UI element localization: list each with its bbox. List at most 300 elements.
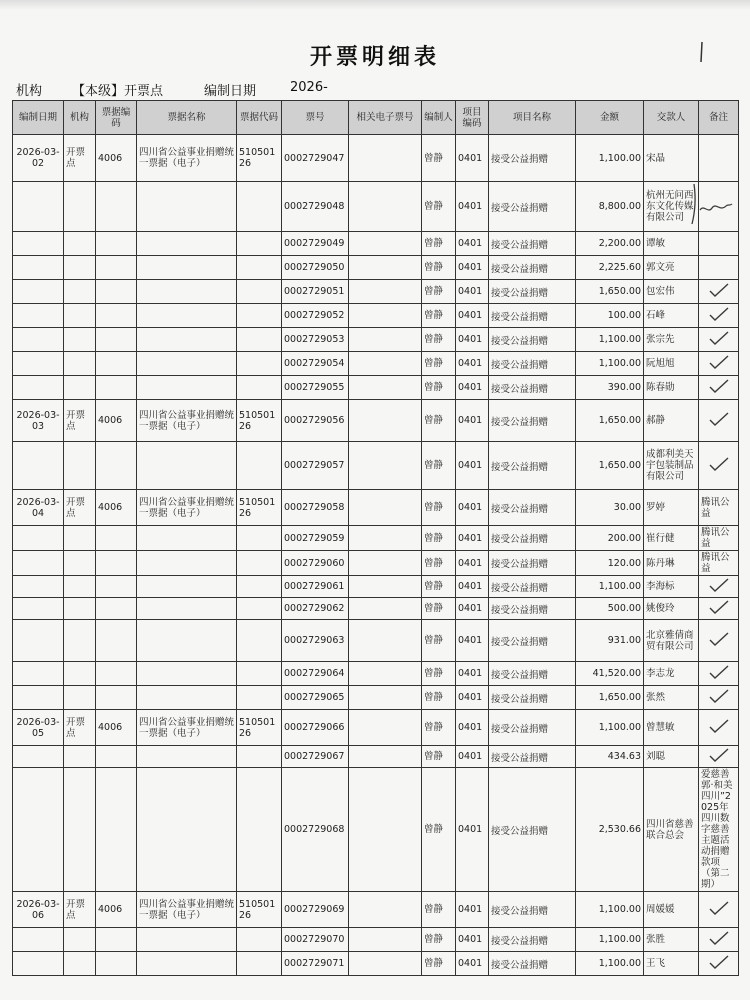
org-cell (64, 551, 96, 576)
table-row (13, 710, 739, 746)
no-cell: 0002729063 (282, 620, 349, 662)
payer-cell: 刘聪 (644, 746, 699, 768)
project-code-cell: 0401 (456, 551, 489, 576)
date-cell (13, 376, 64, 400)
related-no-cell (349, 232, 422, 256)
table-row (13, 768, 739, 892)
amount-cell: 500.00 (576, 598, 644, 620)
daima-cell (237, 256, 282, 280)
maker-cell: 曾静 (422, 768, 456, 892)
code-cell (96, 256, 137, 280)
project-name-cell: 接受公益捐赠 (489, 328, 576, 352)
code-cell (96, 686, 137, 710)
project-name-cell: 接受公益捐赠 (489, 400, 576, 442)
maker-cell: 曾静 (422, 892, 456, 928)
date-cell (13, 280, 64, 304)
amount-cell: 1,100.00 (576, 928, 644, 952)
project-code-cell: 0401 (456, 892, 489, 928)
name-cell (137, 328, 237, 352)
related-no-cell (349, 686, 422, 710)
code-cell (96, 232, 137, 256)
check-mark-icon (708, 954, 730, 970)
header-cell: 项目名称 (489, 101, 576, 135)
date-cell (13, 620, 64, 662)
no-cell: 0002729066 (282, 710, 349, 746)
maker-cell: 曾静 (422, 620, 456, 662)
amount-cell: 1,100.00 (576, 352, 644, 376)
name-cell (137, 182, 237, 232)
date-cell: 2026-03-03 (13, 400, 64, 442)
payer-cell: 郭文亮 (644, 256, 699, 280)
check-mark-icon (708, 664, 730, 680)
project-code-cell: 0401 (456, 352, 489, 376)
org-cell (64, 442, 96, 490)
payer-cell: 北京雅倩商贸有限公司 (644, 620, 699, 662)
related-no-cell (349, 710, 422, 746)
org-cell (64, 256, 96, 280)
name-cell (137, 952, 237, 976)
org-cell (64, 686, 96, 710)
table-row (13, 280, 739, 304)
related-no-cell (349, 442, 422, 490)
check-mark-icon (708, 577, 730, 593)
payer-cell: 李志龙 (644, 662, 699, 686)
amount-cell: 200.00 (576, 526, 644, 551)
org-label: 机构 (16, 84, 43, 99)
no-cell: 0002729047 (282, 135, 349, 182)
table-row (13, 686, 739, 710)
code-cell (96, 746, 137, 768)
related-no-cell (349, 662, 422, 686)
table-row (13, 182, 739, 232)
maker-cell: 曾静 (422, 135, 456, 182)
code-cell: 4006 (96, 400, 137, 442)
note-cell (699, 232, 739, 256)
org-cell (64, 232, 96, 256)
note-cell: 腾讯公益 (699, 551, 739, 576)
table-row (13, 952, 739, 976)
project-name-cell: 接受公益捐赠 (489, 892, 576, 928)
maker-cell: 曾静 (422, 256, 456, 280)
related-no-cell (349, 490, 422, 526)
name-cell: 四川省公益事业捐赠统一票据（电子） (137, 400, 237, 442)
date-cell (13, 304, 64, 328)
project-name-cell: 接受公益捐赠 (489, 710, 576, 746)
org-cell (64, 328, 96, 352)
maker-cell: 曾静 (422, 952, 456, 976)
note-cell: 腾讯公益 (699, 490, 739, 526)
date-cell (13, 442, 64, 490)
amount-cell: 931.00 (576, 620, 644, 662)
org-cell (64, 376, 96, 400)
project-name-cell: 接受公益捐赠 (489, 352, 576, 376)
name-cell (137, 686, 237, 710)
date-cell (13, 576, 64, 598)
daima-cell (237, 598, 282, 620)
no-cell: 0002729064 (282, 662, 349, 686)
date-label: 编制日期 (204, 84, 257, 99)
page-title: 开票明细表 (309, 45, 440, 70)
amount-cell: 2,200.00 (576, 232, 644, 256)
project-code-cell: 0401 (456, 304, 489, 328)
maker-cell: 曾静 (422, 400, 456, 442)
check-mark-icon (708, 306, 730, 322)
note-cell: 腾讯公益 (699, 526, 739, 551)
amount-cell: 100.00 (576, 304, 644, 328)
maker-cell: 曾静 (422, 232, 456, 256)
related-no-cell (349, 182, 422, 232)
table-row (13, 400, 739, 442)
name-cell (137, 928, 237, 952)
no-cell: 0002729054 (282, 352, 349, 376)
date-cell (13, 551, 64, 576)
org-cell: 开票点 (64, 892, 96, 928)
note-cell (699, 620, 739, 662)
handwritten-annotation-mark (686, 180, 736, 230)
daima-cell (237, 620, 282, 662)
note-cell (699, 400, 739, 442)
project-code-cell: 0401 (456, 442, 489, 490)
maker-cell: 曾静 (422, 928, 456, 952)
maker-cell: 曾静 (422, 328, 456, 352)
maker-cell: 曾静 (422, 576, 456, 598)
org-cell (64, 598, 96, 620)
name-cell (137, 280, 237, 304)
table-row (13, 135, 739, 182)
header-cell: 票号 (282, 101, 349, 135)
project-code-cell: 0401 (456, 328, 489, 352)
amount-cell: 1,100.00 (576, 892, 644, 928)
payer-cell: 张宗先 (644, 328, 699, 352)
table-row (13, 620, 739, 662)
project-code-cell: 0401 (456, 620, 489, 662)
project-name-cell: 接受公益捐赠 (489, 620, 576, 662)
note-cell (699, 892, 739, 928)
project-code-cell: 0401 (456, 135, 489, 182)
code-cell (96, 598, 137, 620)
amount-cell: 1,650.00 (576, 442, 644, 490)
code-cell (96, 182, 137, 232)
code-cell (96, 662, 137, 686)
amount-cell: 2,530.66 (576, 768, 644, 892)
daima-cell (237, 686, 282, 710)
related-no-cell (349, 928, 422, 952)
payer-cell: 阮旭旭 (644, 352, 699, 376)
related-no-cell (349, 952, 422, 976)
name-cell (137, 620, 237, 662)
project-name-cell: 接受公益捐赠 (489, 686, 576, 710)
amount-cell: 1,650.00 (576, 400, 644, 442)
maker-cell: 曾静 (422, 686, 456, 710)
header-cell: 票据编码 (96, 101, 137, 135)
note-cell (699, 328, 739, 352)
table-row (13, 551, 739, 576)
payer-cell: 成都利美天宇包装制品有限公司 (644, 442, 699, 490)
note-cell (699, 376, 739, 400)
maker-cell: 曾静 (422, 280, 456, 304)
project-code-cell: 0401 (456, 952, 489, 976)
name-cell (137, 551, 237, 576)
project-name-cell: 接受公益捐赠 (489, 135, 576, 182)
project-code-cell: 0401 (456, 526, 489, 551)
org-cell (64, 662, 96, 686)
date-cell (13, 952, 64, 976)
project-name-cell: 接受公益捐赠 (489, 576, 576, 598)
payer-cell: 陈丹琳 (644, 551, 699, 576)
date-cell (13, 232, 64, 256)
note-cell (699, 662, 739, 686)
table-row (13, 576, 739, 598)
related-no-cell (349, 400, 422, 442)
amount-cell: 1,650.00 (576, 686, 644, 710)
project-name-cell: 接受公益捐赠 (489, 376, 576, 400)
table-row (13, 376, 739, 400)
no-cell: 0002729057 (282, 442, 349, 490)
org-cell: 开票点 (64, 490, 96, 526)
daima-cell: 51050126 (237, 400, 282, 442)
note-cell (699, 952, 739, 976)
payer-cell: 杭州无问西东文化传媒有限公司 (644, 182, 699, 232)
no-cell: 0002729069 (282, 892, 349, 928)
code-cell (96, 328, 137, 352)
table-row (13, 526, 739, 551)
name-cell (137, 662, 237, 686)
org-cell (64, 746, 96, 768)
maker-cell: 曾静 (422, 376, 456, 400)
project-name-cell: 接受公益捐赠 (489, 746, 576, 768)
maker-cell: 曾静 (422, 182, 456, 232)
amount-cell: 1,650.00 (576, 280, 644, 304)
related-no-cell (349, 892, 422, 928)
amount-cell: 120.00 (576, 551, 644, 576)
name-cell (137, 256, 237, 280)
no-cell: 0002729048 (282, 182, 349, 232)
note-cell (699, 135, 739, 182)
code-cell (96, 551, 137, 576)
maker-cell: 曾静 (422, 598, 456, 620)
daima-cell: 51050126 (237, 135, 282, 182)
amount-cell: 41,520.00 (576, 662, 644, 686)
name-cell: 四川省公益事业捐赠统一票据（电子） (137, 892, 237, 928)
project-code-cell: 0401 (456, 376, 489, 400)
no-cell: 0002729053 (282, 328, 349, 352)
code-cell (96, 620, 137, 662)
name-cell (137, 526, 237, 551)
daima-cell (237, 232, 282, 256)
name-cell (137, 304, 237, 328)
daima-cell: 51050126 (237, 490, 282, 526)
check-mark-icon (708, 378, 730, 394)
related-no-cell (349, 576, 422, 598)
check-mark-icon (708, 747, 730, 763)
maker-cell: 曾静 (422, 526, 456, 551)
note-cell (699, 442, 739, 490)
maker-cell: 曾静 (422, 490, 456, 526)
date-cell (13, 768, 64, 892)
name-cell (137, 352, 237, 376)
name-cell (137, 576, 237, 598)
check-mark-icon (708, 599, 730, 615)
related-no-cell (349, 768, 422, 892)
related-no-cell (349, 598, 422, 620)
project-name-cell: 接受公益捐赠 (489, 768, 576, 892)
amount-cell: 8,800.00 (576, 182, 644, 232)
no-cell: 0002729050 (282, 256, 349, 280)
project-name-cell: 接受公益捐赠 (489, 526, 576, 551)
no-cell: 0002729071 (282, 952, 349, 976)
org-cell: 开票点 (64, 400, 96, 442)
note-cell: 爱慈善郭·和美四川”2025年四川数字慈善主题活动捐赠款项（第二期） (699, 768, 739, 892)
check-mark-icon (708, 718, 730, 734)
name-cell: 四川省公益事业捐赠统一票据（电子） (137, 710, 237, 746)
check-mark-icon (708, 900, 730, 916)
note-cell (699, 280, 739, 304)
payer-cell: 石峰 (644, 304, 699, 328)
date-cell: 2026-03-02 (13, 135, 64, 182)
note-cell (699, 352, 739, 376)
payer-cell: 周媛媛 (644, 892, 699, 928)
note-cell (699, 256, 739, 280)
amount-cell: 1,100.00 (576, 328, 644, 352)
name-cell (137, 232, 237, 256)
payer-cell: 四川省慈善联合总会 (644, 768, 699, 892)
no-cell: 0002729051 (282, 280, 349, 304)
no-cell: 0002729062 (282, 598, 349, 620)
daima-cell (237, 928, 282, 952)
maker-cell: 曾静 (422, 746, 456, 768)
no-cell: 0002729058 (282, 490, 349, 526)
table-row (13, 352, 739, 376)
daima-cell (237, 768, 282, 892)
date-cell (13, 598, 64, 620)
org-cell (64, 526, 96, 551)
no-cell: 0002729061 (282, 576, 349, 598)
header-cell: 交款人 (644, 101, 699, 135)
project-name-cell: 接受公益捐赠 (489, 304, 576, 328)
scan-edge (0, 0, 750, 10)
maker-cell: 曾静 (422, 710, 456, 746)
name-cell (137, 598, 237, 620)
payer-cell: 李海标 (644, 576, 699, 598)
header-cell: 金额 (576, 101, 644, 135)
org-cell (64, 352, 96, 376)
note-cell (699, 928, 739, 952)
payer-cell: 谭敏 (644, 232, 699, 256)
table-header-row (13, 101, 739, 135)
project-code-cell: 0401 (456, 256, 489, 280)
table-row (13, 232, 739, 256)
amount-cell: 390.00 (576, 376, 644, 400)
table-row (13, 928, 739, 952)
name-cell: 四川省公益事业捐赠统一票据（电子） (137, 490, 237, 526)
check-mark-icon (708, 631, 730, 647)
org-cell (64, 620, 96, 662)
amount-cell: 1,100.00 (576, 576, 644, 598)
project-name-cell: 接受公益捐赠 (489, 442, 576, 490)
daima-cell (237, 746, 282, 768)
project-name-cell: 接受公益捐赠 (489, 662, 576, 686)
payer-cell: 宋晶 (644, 135, 699, 182)
code-cell (96, 280, 137, 304)
header-cell: 编制人 (422, 101, 456, 135)
table-row (13, 892, 739, 928)
daima-cell (237, 352, 282, 376)
project-name-cell: 接受公益捐赠 (489, 928, 576, 952)
table-row (13, 598, 739, 620)
note-cell (699, 304, 739, 328)
header-cell: 机构 (64, 101, 96, 135)
related-no-cell (349, 328, 422, 352)
amount-cell: 1,100.00 (576, 710, 644, 746)
date-cell (13, 256, 64, 280)
code-cell (96, 952, 137, 976)
maker-cell: 曾静 (422, 442, 456, 490)
project-code-cell: 0401 (456, 400, 489, 442)
table-row (13, 746, 739, 768)
related-no-cell (349, 304, 422, 328)
daima-cell (237, 576, 282, 598)
table-row (13, 256, 739, 280)
payer-cell: 曾慧敏 (644, 710, 699, 746)
no-cell: 0002729055 (282, 376, 349, 400)
project-code-cell: 0401 (456, 710, 489, 746)
no-cell: 0002729060 (282, 551, 349, 576)
daima-cell (237, 526, 282, 551)
daima-cell (237, 551, 282, 576)
date-cell (13, 526, 64, 551)
project-code-cell: 0401 (456, 576, 489, 598)
project-name-cell: 接受公益捐赠 (489, 551, 576, 576)
note-cell (699, 746, 739, 768)
project-name-cell: 接受公益捐赠 (489, 952, 576, 976)
date-value: 2026- (290, 80, 328, 95)
org-cell (64, 928, 96, 952)
org-cell (64, 952, 96, 976)
payer-cell: 包宏伟 (644, 280, 699, 304)
amount-cell: 1,100.00 (576, 135, 644, 182)
note-cell (699, 576, 739, 598)
maker-cell: 曾静 (422, 352, 456, 376)
no-cell: 0002729068 (282, 768, 349, 892)
name-cell (137, 746, 237, 768)
check-mark-icon (708, 411, 730, 427)
maker-cell: 曾静 (422, 662, 456, 686)
daima-cell (237, 280, 282, 304)
maker-cell: 曾静 (422, 551, 456, 576)
project-code-cell: 0401 (456, 490, 489, 526)
invoice-detail-table (12, 100, 739, 976)
no-cell: 0002729049 (282, 232, 349, 256)
project-name-cell: 接受公益捐赠 (489, 280, 576, 304)
daima-cell (237, 662, 282, 686)
code-cell (96, 376, 137, 400)
header-cell: 备注 (699, 101, 739, 135)
payer-cell: 罗婷 (644, 490, 699, 526)
date-cell (13, 746, 64, 768)
project-code-cell: 0401 (456, 768, 489, 892)
amount-cell: 30.00 (576, 490, 644, 526)
project-code-cell: 0401 (456, 928, 489, 952)
date-cell (13, 662, 64, 686)
date-cell: 2026-03-04 (13, 490, 64, 526)
maker-cell: 曾静 (422, 304, 456, 328)
project-name-cell: 接受公益捐赠 (489, 490, 576, 526)
check-mark-icon (708, 688, 730, 704)
table-row (13, 490, 739, 526)
code-cell (96, 928, 137, 952)
check-mark-icon (708, 456, 730, 472)
org-cell (64, 576, 96, 598)
